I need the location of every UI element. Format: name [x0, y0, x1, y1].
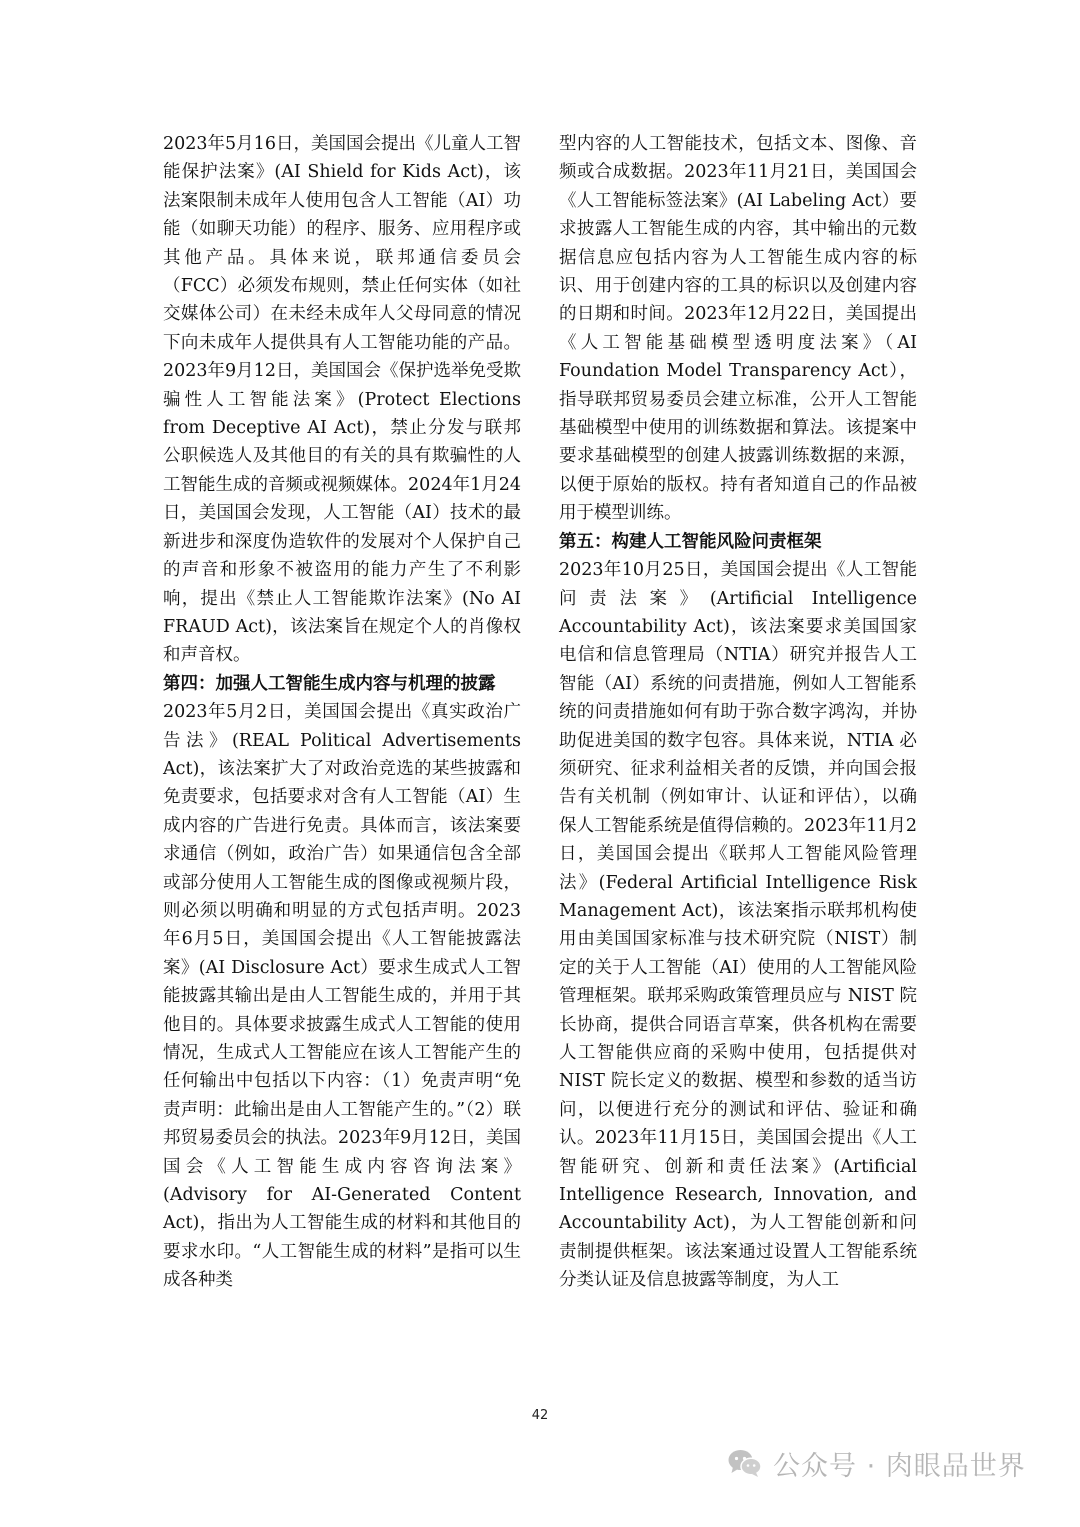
left-column [163, 130, 521, 1295]
section-heading-4: 第四：加强人工智能生成内容与机理的披露 [163, 673, 496, 694]
right-paragraph-2: 2023年10月25日，美国国会提出《人工智能问责法案》(Artificial Intelligence Accountability Act)，该法案要求美国国家电信和信息管理局（NTIA）研究并报告人工智能（AI）系统的问责措施，例如人工智能系统的问责措施如何有助于弥合数字鸿沟，并协助促进美国的数字包容。具体来说，NTIA 必须研究、征求利益相关者的反馈，并向国会报告有关机制（例如审计、认证和评估），以确保人工智能系统是值得信赖的。2023年11月2日，美国国会提出《联邦人工智能风险管理法》(Federal Artificial Intelligence Risk Management Act)，该法案指示联邦机构使用由美国国家标准与技术研究院（NIST）制定的关于人工智能（AI）使用的人工智能风险管理框架。联邦采购政策管理员应与 NIST 院长协商，提供合同语言草案，供各机构在需要人工智能供应商的采购中使用，包括提供对 NIST 院长定义的数据、模型和参数的适当访问，以便进行充分的测试和评估、验证和确认。2023年11月15日，美国国会提出《人工智能研究、创新和责任法案》(Artificial Intelligence Research, Innovation, and Accountability Act)，为人工智能创新和问责制提供框架。该法案通过设置人工智能系统分类认证及信息披露等制度，为人工 [559, 560, 917, 1291]
section-heading-5: 第五：构建人工智能风险问责框架 [559, 531, 822, 552]
watermark-text: 公众号 · 肉眼品世界 [773, 1450, 1026, 1482]
left-paragraph-2: 2023年5月2日，美国国会提出《真实政治广告法》(REAL Political Advertisements Act)，该法案扩大了对政治竞选的某些披露和免责要求，包括要求对含有人工智能（AI）生成内容的广告进行免责。具体而言，该法案要求通信（例如，政治广告）如果通信包含全部或部分使用人工智能生成的图像或视频片段，则必须以明确和明显的方式包括声明。2023年6月5日，美国国会提出《人工智能披露法案》(AI Disclosure Act）要求生成式人工智能披露其输出是由人工智能生成的，并用于其他目的。具体要求披露生成式人工智能的使用情况，生成式人工智能应在该人工智能产生的任何输出中包括以下内容：（1）免责声明“免责声明：此输出是由人工智能产生的。”（2）联邦贸易委员会的执法。2023年9月12日，美国国会《人工智能生成内容咨询法案》(Advisory for AI-Generated Content Act)，指出为人工智能生成的材料和其他目的要求水印。“人工智能生成的材料”是指可以生成各种类 [163, 702, 521, 1291]
page-number: 42 [531, 1408, 549, 1423]
watermark [727, 1438, 1026, 1488]
wechat-icon [727, 1448, 763, 1478]
right-column [559, 130, 917, 1295]
right-paragraph-1: 型内容的人工智能技术，包括文本、图像、音频或合成数据。2023年11月21日，美国国会《人工智能标签法案》(AI Labeling Act）要求披露人工智能生成的内容，其中输出的元数据信息应包括内容为人工智能生成内容的标识、用于创建内容的工具的标识以及创建内容的日期和时间。2023年12月22日，美国提出《人工智能基础模型透明度法案》（AI Foundation Model Transparency Act），指导联邦贸易委员会建立标准，公开人工智能基础模型中使用的训练数据和算法。该提案中要求基础模型的创建人披露训练数据的来源，以便于原始的版权。持有者知道自己的作品被用于模型训练。 [559, 134, 917, 524]
left-paragraph-1: 2023年5月16日，美国国会提出《儿童人工智能保护法案》(AI Shield for Kids Act)，该法案限制未成年人使用包含人工智能（AI）功能（如聊天功能）的程序、服务、应用程序或其他产品。具体来说，联邦通信委员会（FCC）必须发布规则，禁止任何实体（如社交媒体公司）在未经未成年人父母同意的情况下向未成年人提供具有人工智能功能的产品。2023年9月12日，美国国会《保护选举免受欺骗性人工智能法案》(Protect Elections from Deceptive AI Act)，禁止分发与联邦公职候选人及其他目的有关的具有欺骗性的人工智能生成的音频或视频媒体。2024年1月24日，美国国会发现，人工智能（AI）技术的最新进步和深度伪造软件的发展对个人保护自己的声音和形象不被盗用的能力产生了不利影响，提出《禁止人工智能欺诈法案》(No AI FRAUD Act)，该法案旨在规定个人的肖像权和声音权。 [163, 134, 521, 666]
